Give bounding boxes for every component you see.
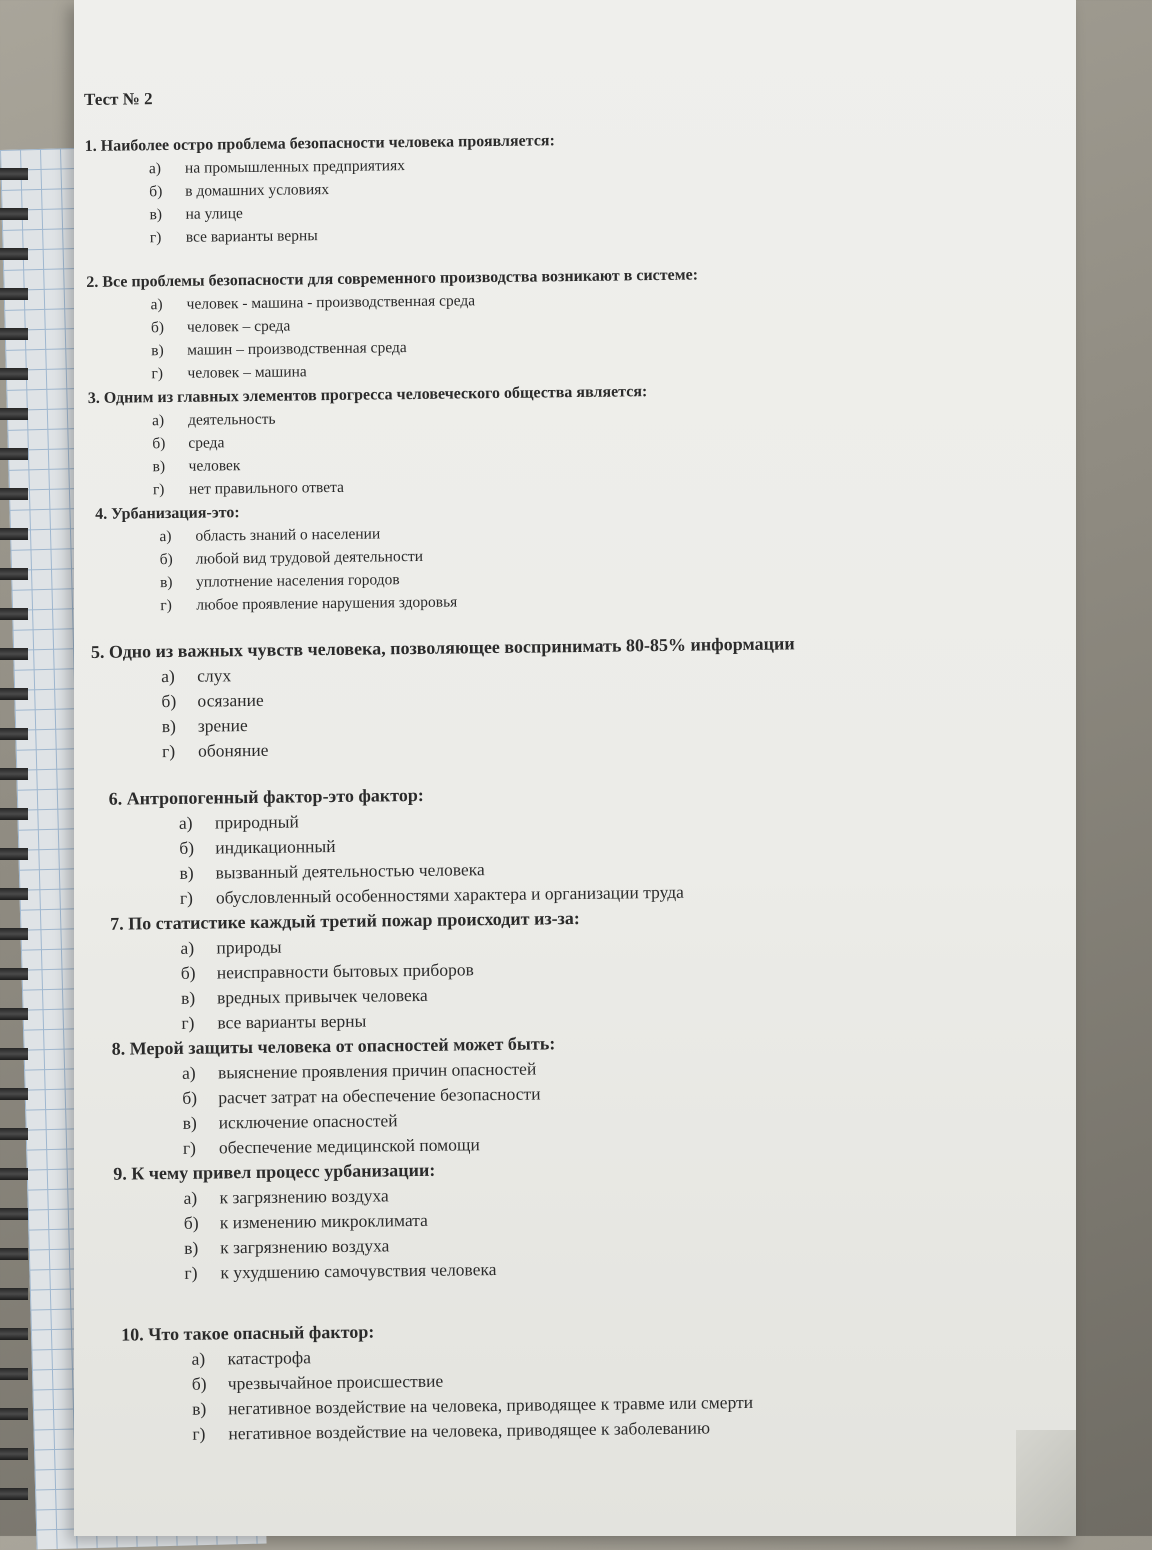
answer-options [113,1176,978,1287]
answer-option: г) все варианты верны [149,227,318,247]
answer-option: б) среда [152,434,225,453]
answer-option: б) осязание [161,689,264,712]
answer-option: а) катастрофа [191,1347,312,1369]
answer-options [91,654,972,765]
answer-option: а) слух [161,665,232,687]
answer-option: б) расчет затрат на обеспечение безопасности [182,1083,541,1108]
answer-option: г) обеспечение медицинской помощи [182,1134,480,1158]
question-text: 4. Урбанизация-это: [95,504,240,523]
question-text: 9. К чему привел процесс урбанизации: [113,1159,436,1184]
answer-option: в) к загрязнению воздуха [184,1235,390,1258]
question-2 [86,261,967,386]
answer-option: б) неисправности бытовых приборов [180,959,474,983]
question-3 [88,377,969,502]
answer-option: в) вызванный деятельностью человека [179,859,485,883]
question-text: 3. Одним из главных элементов прогресса человеческого общества является: [87,383,648,407]
answer-option: в) исключение опасностей [182,1110,398,1133]
question-4 [95,493,970,618]
answer-option: в) машин – производственная среда [151,339,407,360]
answer-option: в) вредных привычек человека [180,984,428,1008]
answer-option: г) нет правильного ответа [152,478,345,499]
answer-option: а) деятельность [151,410,276,430]
answer-option: г) человек – машина [151,363,307,383]
answer-option: б) в домашних условиях [149,181,330,201]
answer-option: г) негативное воздействие на человека, приводящее к заболеванию [192,1417,711,1444]
answer-option: а) человек - машина - производственная среда [150,292,476,314]
answer-option: г) обоняние [161,739,269,762]
answer-options [88,399,969,502]
answer-option: б) любой вид трудовой деятельности [159,547,424,569]
answer-options [112,1051,977,1162]
question-5 [91,629,972,765]
test-content [84,79,981,1448]
answer-options [85,147,966,250]
notebook-spiral [0,168,28,1528]
answer-option: б) индикационный [179,835,336,858]
answer-options [86,283,967,386]
answer-options [110,926,975,1037]
question-10 [121,1312,980,1447]
answer-option: а) к загрязнению воздуха [183,1185,389,1208]
answer-options [109,801,974,912]
answer-option: а) выяснение проявления причин опасностей [181,1058,537,1083]
answer-option: в) на улице [149,205,243,224]
answer-option: в) человек [152,457,241,476]
answer-option: а) природы [180,936,282,958]
answer-option: б) человек – среда [150,317,291,337]
question-text: 5. Одно из важных чувств человека, позволяющее воспринимать 80-85% информации [90,633,795,662]
question-7 [110,901,975,1037]
answer-option: б) к изменению микроклимата [183,1209,428,1233]
answer-option: в) зрение [161,715,248,737]
question-text: 6. Антропогенный фактор-это фактор: [108,784,424,809]
answer-option: а) на промышленных предприятиях [148,157,406,178]
question-text: 7. По статистике каждый третий пожар происходит из-за: [110,908,580,934]
paper-fold [1016,1430,1076,1536]
question-text: 1. Наиболее остро проблема безопасности человека проявляется: [84,132,555,155]
test-title: Тест № 2 [84,89,153,109]
answer-options [121,1337,980,1447]
answer-option: а) область знаний о населении [159,525,381,546]
answer-option: а) природный [178,811,299,833]
question-text: 10. Что такое опасный фактор: [121,1321,375,1345]
answer-option: г) все варианты верны [181,1010,367,1033]
answer-option: в) уплотнение населения городов [159,571,400,592]
answer-option: б) чрезвычайное происшествие [191,1370,444,1394]
answer-option: в) негативное воздействие на человека, приводящее к травме или смерти [191,1391,754,1419]
question-1 [85,125,966,250]
question-text: 2. Все проблемы безопасности для современного производства возникают в системе: [86,266,699,291]
question-text: 8. Мерой защиты человека от опасностей может быть: [111,1033,556,1059]
question-9 [113,1151,978,1287]
question-8 [112,1026,977,1162]
answer-option: г) обусловленный особенностями характера и организации труда [179,881,684,908]
answer-option: г) любое проявление нарушения здоровья [160,593,458,615]
answer-option: г) к ухудшению самочувствия человека [184,1259,497,1283]
answer-options [95,515,970,618]
question-6 [109,776,974,912]
